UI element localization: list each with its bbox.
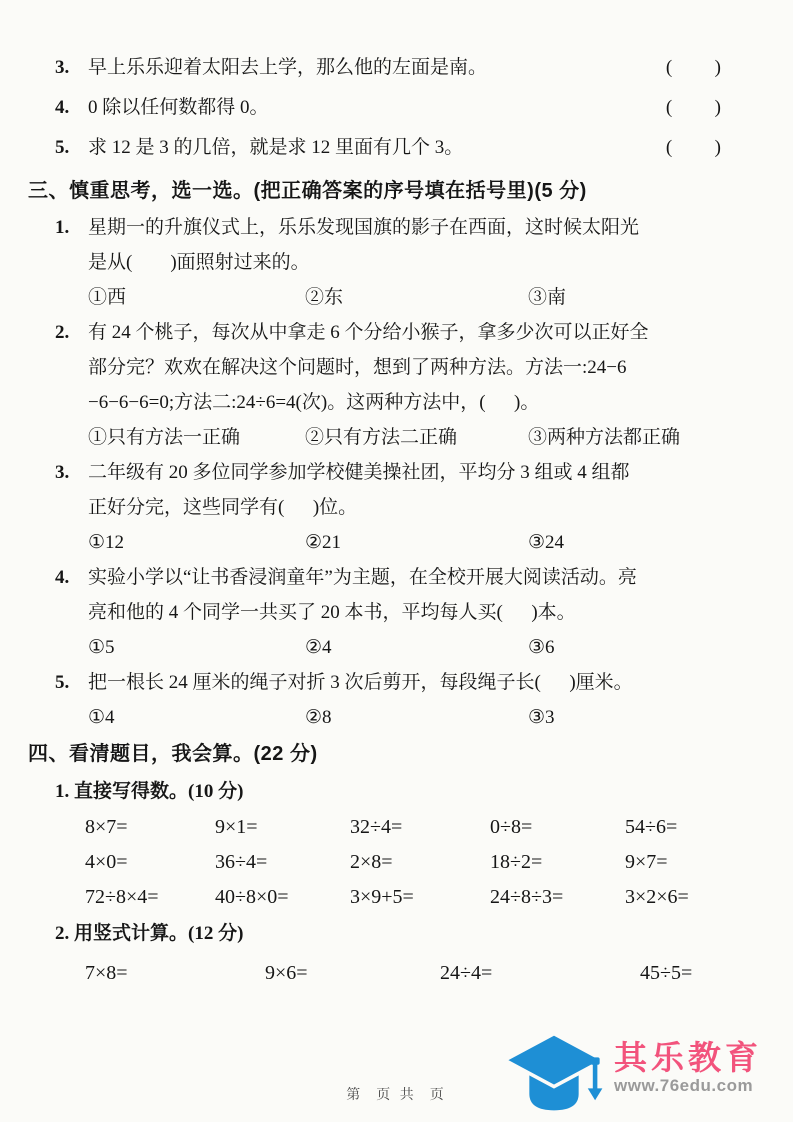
answer-bracket: ( ) bbox=[665, 97, 723, 118]
option-3: ③3 bbox=[528, 707, 555, 728]
option-1: ①西 bbox=[88, 287, 127, 308]
brand-url: www.76edu.com bbox=[614, 1076, 754, 1095]
question-number: 4. bbox=[55, 567, 70, 588]
worksheet-content bbox=[28, 52, 765, 994]
question-line: 有 24 个桃子，每次从中拿走 6 个分给小猴子，拿多少次可以正好全 bbox=[88, 322, 649, 343]
question-body bbox=[88, 665, 765, 735]
question-line: 把一根长 24 厘米的绳子对折 3 次后剪开，每段绳子长( )厘米。 bbox=[88, 672, 633, 693]
choice-question-1 bbox=[28, 210, 765, 315]
option-1: ①5 bbox=[88, 637, 115, 658]
calc-expression: 40÷8×0= bbox=[215, 886, 289, 908]
vertical-calc-row bbox=[85, 952, 765, 994]
calc-expression: 3×2×6= bbox=[625, 886, 689, 908]
true-false-item bbox=[28, 132, 765, 172]
section-four-title: 四、看清题目，我会算。(22 分) bbox=[28, 743, 318, 765]
calc-expression: 4×0= bbox=[85, 851, 128, 873]
question-number: 2. bbox=[55, 322, 70, 343]
calc-expression: 9×6= bbox=[265, 962, 308, 984]
question-line: 正好分完，这些同学有( )位。 bbox=[88, 497, 358, 518]
option-2: ②只有方法二正确 bbox=[305, 427, 458, 448]
option-1: ①12 bbox=[88, 532, 125, 553]
question-line: 亮和他的 4 个同学一共买了 20 本书，平均每人买( )本。 bbox=[88, 602, 576, 623]
calc-expression: 54÷6= bbox=[625, 816, 678, 838]
option-3: ③6 bbox=[528, 637, 555, 658]
calc-expression: 24÷4= bbox=[440, 962, 493, 984]
calc-expression: 32÷4= bbox=[350, 816, 403, 838]
calc-expression: 24÷8÷3= bbox=[490, 886, 564, 908]
choice-question-4 bbox=[28, 560, 765, 665]
calc-expression: 9×7= bbox=[625, 851, 668, 873]
question-line: 部分完？欢欢在解决这个问题时，想到了两种方法。方法一:24−6 bbox=[88, 357, 627, 378]
option-2: ②21 bbox=[305, 532, 342, 553]
question-body bbox=[88, 210, 765, 315]
calc-expression: 0÷8= bbox=[490, 816, 533, 838]
calc-expression: 8×7= bbox=[85, 816, 128, 838]
answer-bracket: ( ) bbox=[665, 137, 723, 158]
question-body bbox=[88, 455, 765, 560]
question-number: 3. bbox=[55, 462, 70, 483]
true-false-item bbox=[28, 92, 765, 132]
choice-question-5 bbox=[28, 665, 765, 735]
question-line: 二年级有 20 多位同学参加学校健美操社团，平均分 3 组或 4 组都 bbox=[88, 462, 630, 483]
vertical-calc-title: 2. 用竖式计算。(12 分) bbox=[55, 923, 244, 944]
option-3: ③南 bbox=[528, 287, 567, 308]
option-1: ①只有方法一正确 bbox=[88, 427, 241, 448]
item-number: 5. bbox=[55, 137, 70, 158]
option-2: ②8 bbox=[305, 707, 332, 728]
choice-question-3 bbox=[28, 455, 765, 560]
page-footer: 第 页 共 页 bbox=[346, 1088, 447, 1103]
item-number: 4. bbox=[55, 97, 70, 118]
calc-expression: 3×9+5= bbox=[350, 886, 414, 908]
choice-question-2 bbox=[28, 315, 765, 455]
calc-expression: 9×1= bbox=[215, 816, 258, 838]
calc-expression: 7×8= bbox=[85, 962, 128, 984]
question-line: 是从( )面照射过来的。 bbox=[88, 252, 310, 273]
question-line: 实验小学以“让书香浸润童年”为主题，在全校开展大阅读活动。亮 bbox=[88, 567, 637, 588]
item-text: 求 12 是 3 的几倍，就是求 12 里面有几个 3。 bbox=[88, 137, 464, 158]
calc-expression: 2×8= bbox=[350, 851, 393, 873]
options-row bbox=[88, 280, 765, 315]
option-3: ③两种方法都正确 bbox=[528, 427, 681, 448]
question-line: 星期一的升旗仪式上，乐乐发现国旗的影子在西面，这时候太阳光 bbox=[88, 217, 640, 238]
options-row bbox=[88, 525, 765, 560]
question-line: −6−6−6=0;方法二:24÷6=4(次)。这两种方法中，( )。 bbox=[88, 392, 540, 413]
item-text: 0 除以任何数都得 0。 bbox=[88, 97, 269, 118]
question-body bbox=[88, 315, 765, 455]
answer-bracket: ( ) bbox=[665, 57, 723, 78]
option-3: ③24 bbox=[528, 532, 565, 553]
true-false-item bbox=[28, 52, 765, 92]
item-text: 早上乐乐迎着太阳去上学，那么他的左面是南。 bbox=[88, 57, 488, 78]
calc-expression: 72÷8×4= bbox=[85, 886, 159, 908]
option-1: ①4 bbox=[88, 707, 115, 728]
calc-expression: 18÷2= bbox=[490, 851, 543, 873]
option-2: ②4 bbox=[305, 637, 332, 658]
question-number: 1. bbox=[55, 217, 70, 238]
option-2: ②东 bbox=[305, 287, 344, 308]
section-three-title: 三、慎重思考，选一选。(把正确答案的序号填在括号里)(5 分) bbox=[28, 180, 587, 202]
calc-expression: 36÷4= bbox=[215, 851, 268, 873]
brand-name: 其乐教育 bbox=[614, 1039, 762, 1076]
item-number: 3. bbox=[55, 57, 70, 78]
calc-expression: 45÷5= bbox=[640, 962, 693, 984]
direct-calc-title: 1. 直接写得数。(10 分) bbox=[55, 781, 244, 802]
options-row bbox=[88, 700, 765, 735]
question-number: 5. bbox=[55, 672, 70, 693]
direct-calc-grid bbox=[85, 810, 765, 915]
options-row bbox=[88, 420, 765, 455]
question-body bbox=[88, 560, 765, 665]
options-row bbox=[88, 630, 765, 665]
